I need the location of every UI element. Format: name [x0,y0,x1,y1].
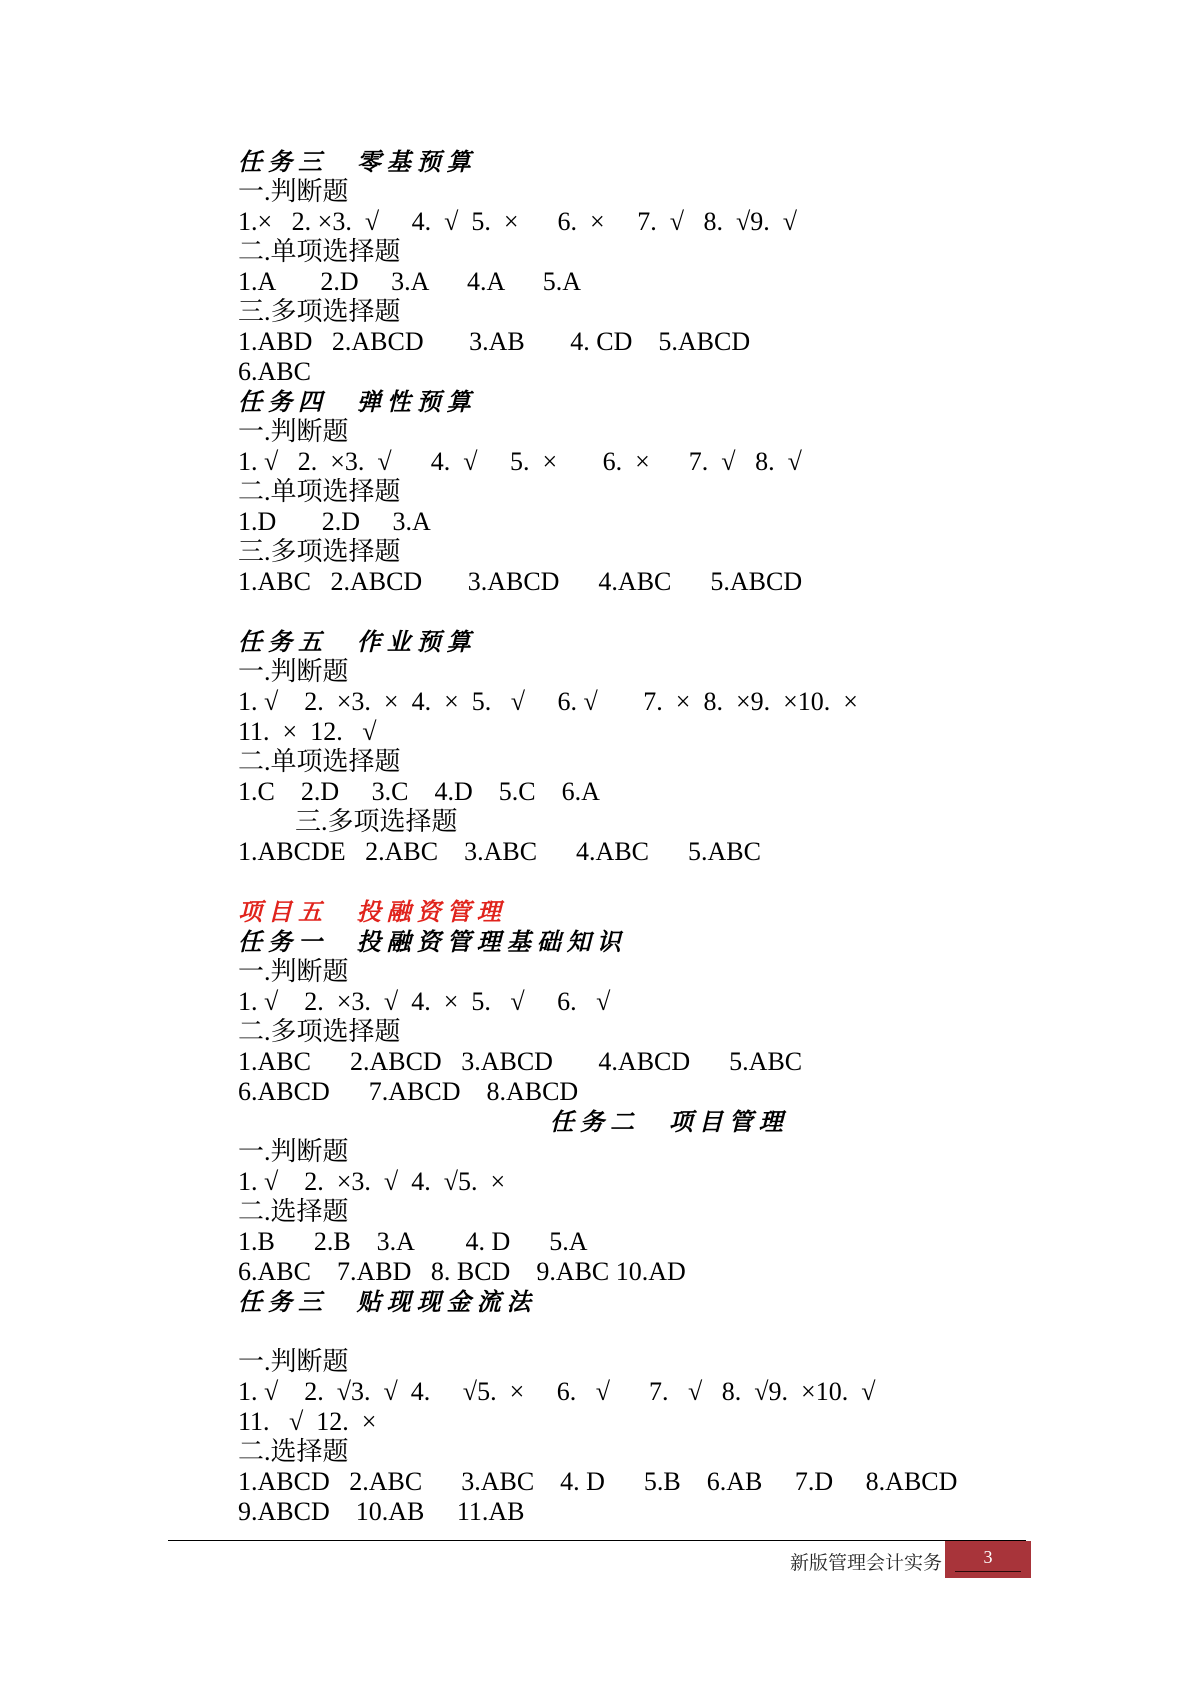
page-number-badge [945,1541,1031,1578]
answer-line: 1.ABCD 2.ABC 3.ABC 4. D 5.B 6.AB 7.D 8.ABCD [238,1467,958,1496]
section-heading: 任务四 弹性预算 [238,387,477,416]
answer-line: 二.单项选择题 [238,747,401,776]
answer-line: 1.ABD 2.ABCD 3.AB 4. CD 5.ABCD [238,327,751,356]
answer-line: 1.C 2.D 3.C 4.D 5.C 6.A [238,777,600,806]
answer-line: 一.判断题 [238,657,349,686]
page-number: 3 [983,1547,993,1567]
answer-line: 1. √ 2. ×3. × 4. × 5. √ 6. √ 7. × 8. ×9. ×10. × [238,687,858,716]
answer-line: 1.ABC 2.ABCD 3.ABCD 4.ABC 5.ABCD [238,567,803,596]
answer-line: 三.多项选择题 [238,537,401,566]
answer-line: 1. √ 2. ×3. √ 4. √ 5. × 6. × 7. √ 8. √ [238,447,802,476]
footer-divider [168,1540,1026,1541]
answer-line: 一.判断题 [238,417,349,446]
answer-line: 1.D 2.D 3.A [238,507,431,536]
answer-line: 1. √ 2. ×3. √ 4. × 5. √ 6. √ [238,987,611,1016]
answer-line: 1. √ 2. √3. √ 4. √5. × 6. √ 7. √ 8. √9. ×10. √ [238,1377,876,1406]
section-heading: 项目五 投融资管理 [238,897,507,926]
answer-line: 一.判断题 [238,177,349,206]
answer-line: 三.多项选择题 [238,297,401,326]
section-heading: 任务三 贴现现金流法 [238,1287,537,1316]
answer-line: 6.ABC [238,357,311,386]
answer-line: 9.ABCD 10.AB 11.AB [238,1497,525,1526]
answer-line: 6.ABC 7.ABD 8. BCD 9.ABC 10.AD [238,1257,686,1286]
answer-line: 1.× 2. ×3. √ 4. √ 5. × 6. × 7. √ 8. √9. √ [238,207,797,236]
answer-line: 一.判断题 [238,1347,349,1376]
section-heading: 任务二 项目管理 [550,1107,789,1136]
answer-line: 一.判断题 [238,957,349,986]
answer-line: 二.选择题 [238,1197,349,1226]
answer-line: 1.ABCDE 2.ABC 3.ABC 4.ABC 5.ABC [238,837,761,866]
section-heading: 任务五 作业预算 [238,627,477,656]
page-number-underline [955,1571,1021,1572]
section-heading: 任务三 零基预算 [238,147,477,176]
answer-line: 11. √ 12. × [238,1407,377,1436]
answer-line: 二.单项选择题 [238,477,401,506]
answer-line: 1.ABC 2.ABCD 3.ABCD 4.ABCD 5.ABC [238,1047,803,1076]
footer-title: 新版管理会计实务 [790,1552,943,1574]
answer-line: 二.单项选择题 [238,237,401,266]
answer-line: 二.选择题 [238,1437,349,1466]
answer-line: 11. × 12. √ [238,717,377,746]
answer-line: 6.ABCD 7.ABCD 8.ABCD [238,1077,579,1106]
answer-line: 二.多项选择题 [238,1017,401,1046]
answer-line: 三.多项选择题 [295,807,458,836]
answer-line: 1. √ 2. ×3. √ 4. √5. × [238,1167,506,1196]
section-heading: 任务一 投融资管理基础知识 [238,927,627,956]
answer-line: 1.B 2.B 3.A 4. D 5.A [238,1227,588,1256]
answer-line: 一.判断题 [238,1137,349,1166]
answer-line: 1.A 2.D 3.A 4.A 5.A [238,267,582,296]
